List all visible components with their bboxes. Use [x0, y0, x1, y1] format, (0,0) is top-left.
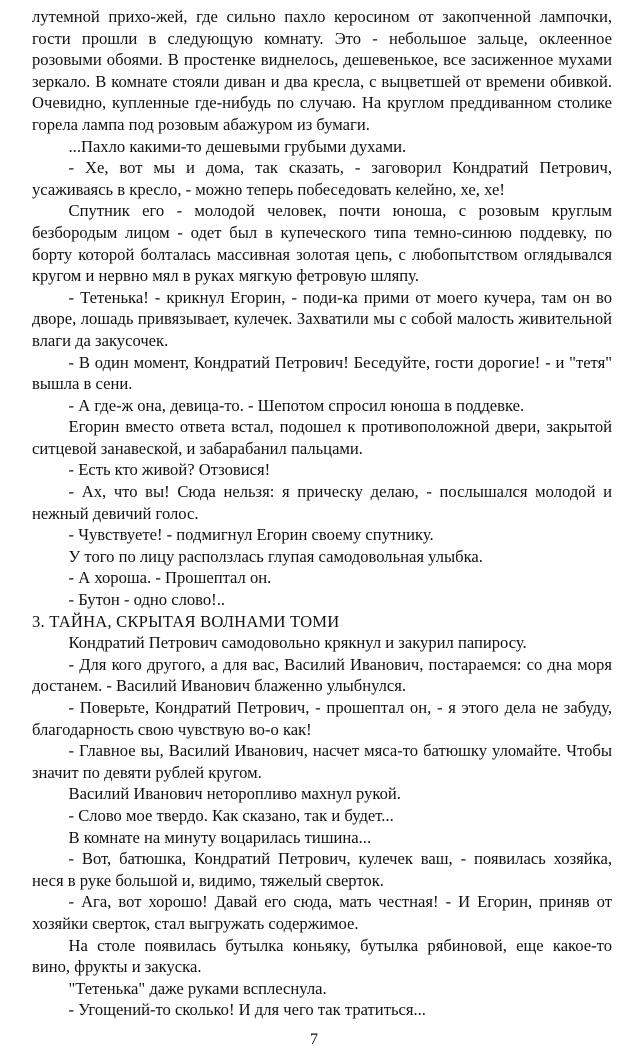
- page-text-body: [32, 6, 612, 1021]
- chapter-heading: 3. ТАЙНА, СКРЫТАЯ ВОЛНАМИ ТОМИ: [32, 611, 340, 631]
- paragraph-23: - Ага, вот хорошо! Давай его сюда, мать честная! - И Егорин, приняв от хозяйки сверток, стал выгружать содержимое.: [32, 892, 612, 933]
- paragraph-1: лутемной прихо-жей, где сильно пахло керосином от закопченной лампочки, гости прошли в следующую комнату. Это - небольшое зальце, оклеенное розовыми обоями. В простенке виднелось, дешевенькое, все засиженное мухами зеркало. В комнате стояли диван и два кресла, с выцветшей от времени обивкой. Очевидно, купленные где-нибудь по случаю. На круглом преддиванном столике горела лампа под розовым абажуром из бумаги.: [32, 7, 612, 134]
- paragraph-14: - Бутон - одно слово!..: [68, 590, 226, 610]
- paragraph-22: - Вот, батюшка, Кондратий Петрович, кулечек ваш, - появилась хозяйка, неся в руке большой и, видимо, тяжелый сверток.: [32, 849, 612, 890]
- paragraph-25: "Тетенька" даже руками всплеснула.: [68, 978, 327, 998]
- paragraph-8: Егорин вместо ответа встал, подошел к противоположной двери, закрытой ситцевой занавеской, и забарабанил пальцами.: [32, 417, 612, 458]
- paragraph-16: - Для кого другого, а для вас, Василий Иванович, постараемся: со дна моря достанем. - Василий Иванович блаженно улыбнулся.: [32, 654, 612, 696]
- paragraph-17: - Поверьте, Кондратий Петрович, - прошептал он, - я этого дела не забуду, благодарность свою чувствую во-о как!: [32, 698, 612, 739]
- paragraph-15: Кондратий Петрович самодовольно крякнул и закурил папиросу.: [68, 633, 527, 653]
- paragraph-12: У того по лицу расползлась глупая самодовольная улыбка.: [68, 546, 483, 566]
- paragraph-11: - Чувствуете! - подмигнул Егорин своему спутнику.: [68, 525, 434, 545]
- paragraph-13: - А хороша. - Прошептал он.: [68, 568, 272, 588]
- paragraph-4: Спутник его - молодой человек, почти юноша, с розовым круглым безбородым лицом - одет был в купеческого типа темно-синюю поддевку, по борту которой болталась массивная золотая цепь, с любопытством оглядывался кругом и нервно мял в руках мягкую фетровую шляпу.: [32, 201, 612, 286]
- paragraph-5: - Тетенька! - крикнул Егорин, - поди-ка прими от моего кучера, там он во дворе, лошадь привязывает, кулечек. Захватили мы с собой малость живительной влаги да закусочек.: [32, 287, 612, 350]
- paragraph-21: В комнате на минуту воцарилась тишина...: [68, 827, 372, 847]
- paragraph-7: - А где-ж она, девица-то. - Шепотом спросил юноша в поддевке.: [68, 395, 525, 415]
- paragraph-19: Василий Иванович неторопливо махнул рукой.: [68, 784, 401, 804]
- paragraph-10: - Ах, что вы! Сюда нельзя: я прическу делаю, - послышался молодой и нежный девичий голос.: [32, 482, 612, 523]
- paragraph-9: - Есть кто живой? Отзовися!: [68, 460, 271, 480]
- paragraph-20: - Слово мое твердо. Как сказано, так и будет...: [68, 805, 394, 825]
- paragraph-6: - В один момент, Кондратий Петрович! Беседуйте, гости дорогие! - и "тетя" вышла в сени.: [32, 352, 612, 394]
- paragraph-3: - Хе, вот мы и дома, так сказать, - заговорил Кондратий Петрович, усаживаясь в кресло, - можно теперь побеседовать келейно, хе, хе!: [32, 158, 612, 199]
- page-number: 7: [310, 1031, 318, 1048]
- paragraph-26: - Угощений-то сколько! И для чего так тратиться...: [68, 1000, 426, 1020]
- paragraph-24: На столе появилась бутылка коньяку, бутылка рябиновой, еще какое-то вино, фрукты и закуска.: [32, 935, 612, 977]
- paragraph-18: - Главное вы, Василий Иванович, насчет мяса-то батюшку уломайте. Чтобы значит по девяти рублей кругом.: [32, 741, 612, 782]
- paragraph-2: ...Пахло какими-то дешевыми грубыми духами.: [68, 136, 407, 156]
